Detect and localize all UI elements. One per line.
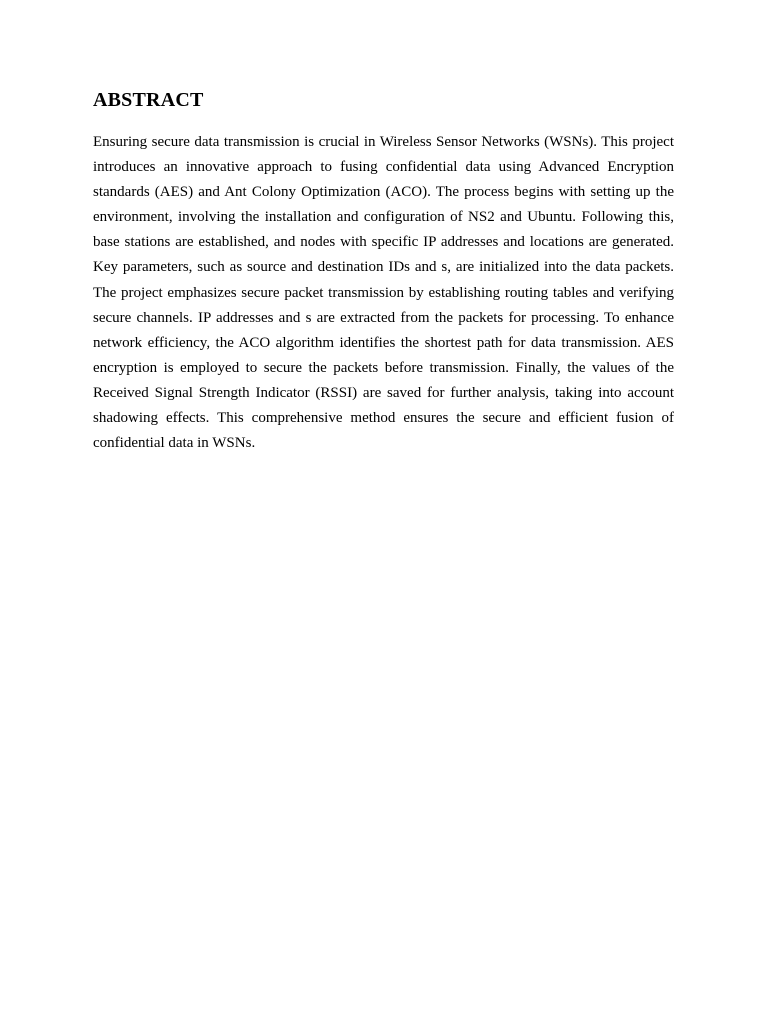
abstract-heading: ABSTRACT [93,89,204,111]
abstract-paragraph: Ensuring secure data transmission is crucial in Wireless Sensor Networks (WSNs). This project introduces an innovative approach to fusing confidential data using Advanced Encryption standards (AES) and Ant Colony Optimization (ACO). The process begins with setting up the environment, involving the installation and configuration of NS2 and Ubuntu. Following this, base stations are established, and nodes with specific IP addresses and locations are generated. Key parameters, such as source and destination IDs and s, are initialized into the data packets. The project emphasizes secure packet transmission by establishing routing tables and verifying secure channels. IP addresses and s are extracted from the packets for processing. To enhance network efficiency, the ACO algorithm identifies the shortest path for data transmission. AES encryption is employed to secure the packets before transmission. Finally, the values of the Received Signal Strength Indicator (RSSI) are saved for further analysis, taking into account shadowing effects. This comprehensive method ensures the secure and efficient fusion of confidential data in WSNs. [93,134,674,452]
